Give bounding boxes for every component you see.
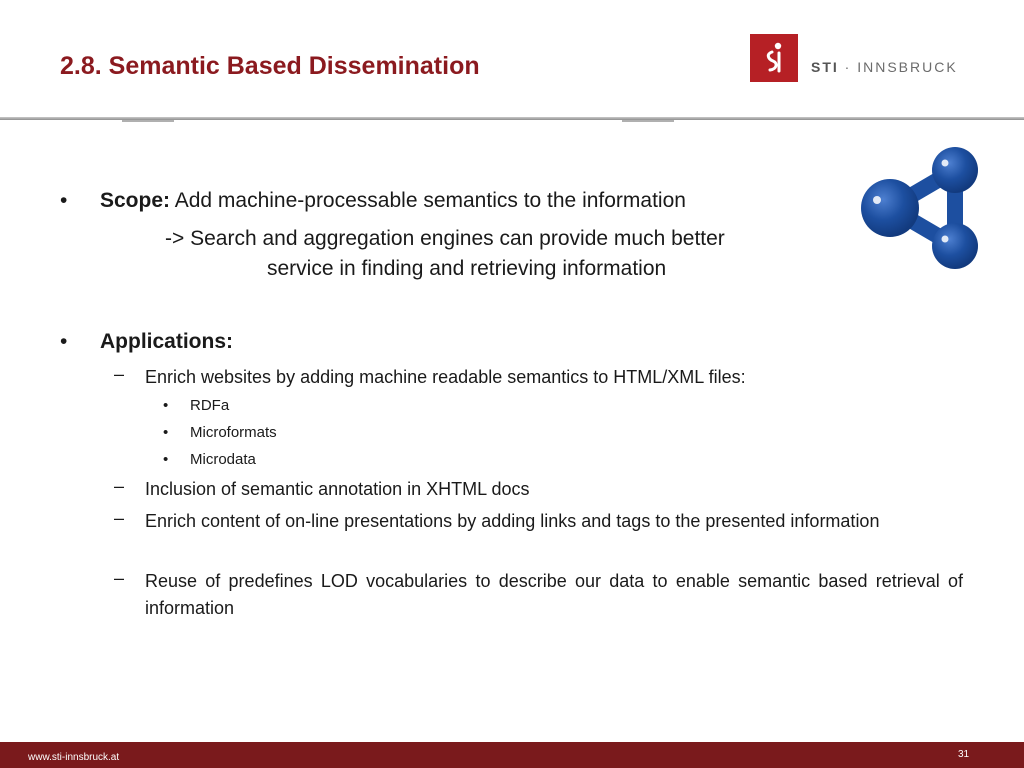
- bullet: •: [163, 424, 169, 441]
- en-dash: –: [114, 364, 125, 384]
- page-number: 31: [958, 749, 970, 760]
- bullet: •: [163, 451, 169, 468]
- bullet: •: [60, 330, 68, 353]
- logo-text-innsbruck: · INNSBRUCK: [838, 59, 958, 75]
- list-item: – Enrich websites by adding machine readable semantics to HTML/XML files:: [114, 364, 746, 387]
- list-item: – Enrich content of on-line presentations by adding links and tags to the presented information: [114, 508, 880, 531]
- footer-url[interactable]: www.sti-innsbruck.at: [28, 752, 120, 763]
- slide-title: 2.8. Semantic Based Dissemination: [60, 52, 480, 80]
- logo-text: [811, 59, 958, 75]
- scope-label: Scope:: [100, 189, 171, 212]
- footer-bar: [0, 742, 1024, 768]
- bullet-applications: [60, 330, 234, 354]
- list-item: – Reuse of predefines LOD vocabularies to describe our data to enable semantic based retrieval of information: [114, 568, 963, 618]
- list-item: – Inclusion of semantic annotation in XHTML docs: [114, 476, 530, 499]
- divider-tick: [122, 120, 174, 122]
- applications-label: Applications:: [100, 330, 234, 353]
- bullet-scope: [60, 189, 686, 213]
- sti-logo-icon: [750, 34, 798, 82]
- sub-list-item: • Microdata: [163, 451, 256, 468]
- logo-text-sti: STI: [811, 59, 839, 75]
- en-dash: –: [114, 568, 125, 588]
- en-dash: –: [114, 476, 125, 496]
- semantic-graph-icon: [855, 143, 985, 273]
- sub-list-item: • Microformats: [163, 424, 277, 441]
- divider-tick: [622, 120, 674, 122]
- en-dash: –: [114, 508, 125, 528]
- scope-continuation-1: -> Search and aggregation engines can provide much better: [165, 227, 725, 250]
- sub-list-item: • RDFa: [163, 397, 230, 414]
- scope-continuation-2: service in finding and retrieving information: [267, 257, 667, 280]
- scope-text: Add machine-processable semantics to the information: [170, 189, 686, 212]
- bullet: •: [163, 397, 169, 414]
- bullet: •: [60, 189, 68, 212]
